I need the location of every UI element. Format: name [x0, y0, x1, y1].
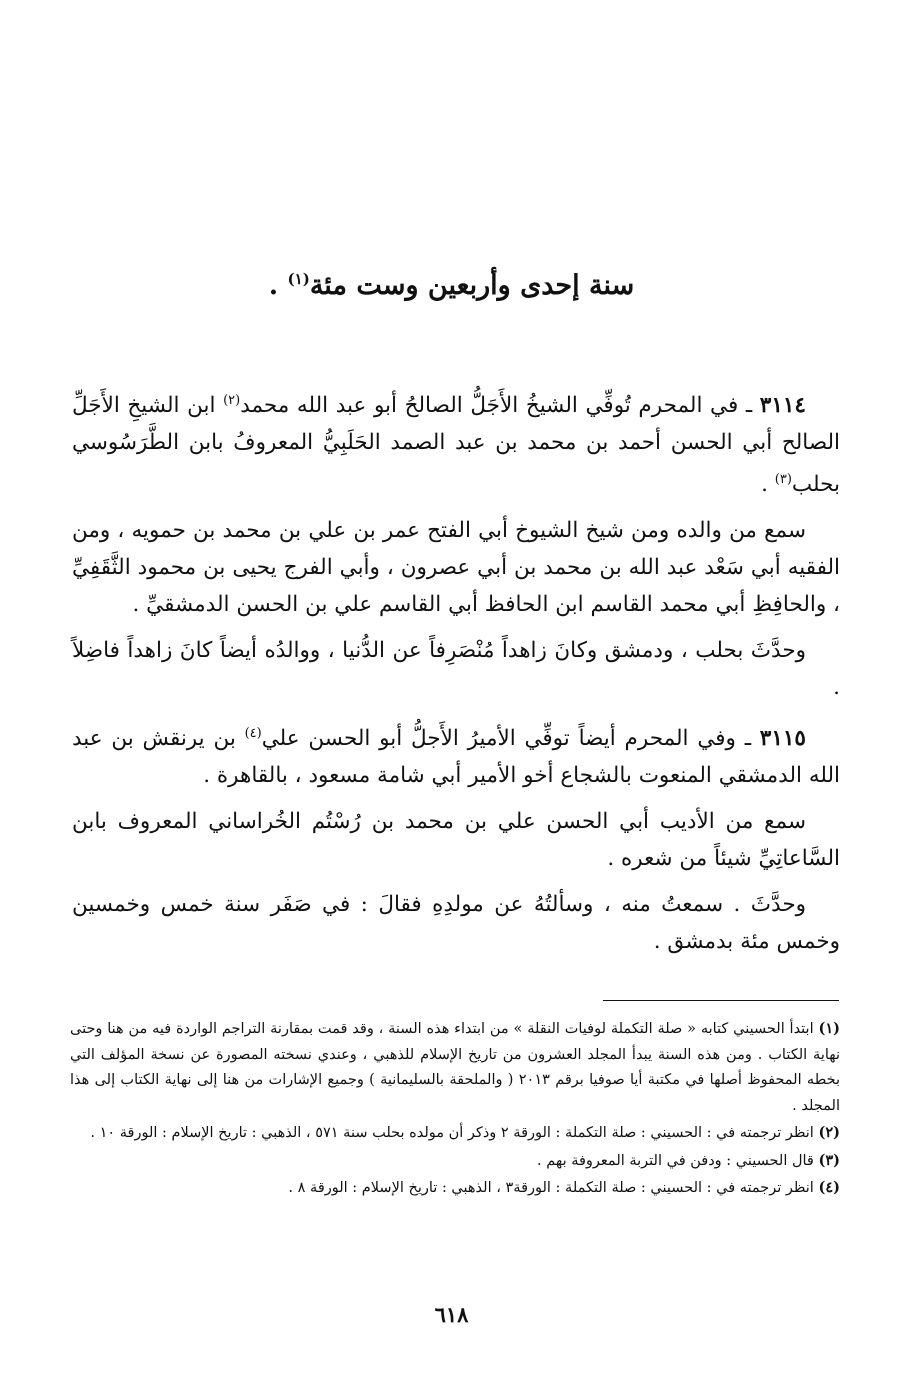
paragraph: وحدَّثَ . سمعتُ منه ، وسألتُهُ عن مولدِهِ فقالَ : في صَفَر سنة خمس وخمسين وخمس مئة بدمشق .	[72, 892, 840, 955]
footnote-number: (٤)	[818, 1179, 840, 1196]
entry-text: ابن الشيخِ الأَجَلِّ الصالح أبي الحسن أحمد بن محمد بن عبد الصمد الحَلَبِيُّ المعروفُ بابن الطَّرَسُوسي بحلب	[72, 393, 840, 498]
entry-3114	[72, 382, 840, 503]
entry-text: ـ في المحرم تُوفِّي الشيخُ الأَجَلُّ الصالحُ أبو عبد الله محمد	[240, 393, 760, 419]
footnote-text: قال الحسيني : ودفن في التربة المعروفة بهم .	[537, 1152, 814, 1169]
entry-3115	[72, 715, 840, 794]
paragraph: سمع من والده ومن شيخ الشيوخ أبي الفتح عمر بن علي بن محمد بن حمويه ، ومن الفقيه أبي سَعْد عبد الله بن محمد بن أبي عصرون ، وأبي الفرج يحيى بن محمود الثَّقَفِيِّ ، والحافِظِ أبي محمد القاسم ابن الحافظ أبي القاسم علي بن الحسن الدمشقيِّ .	[72, 518, 840, 618]
page-number: ٦١٨	[434, 1302, 469, 1327]
entry-number: ٣١١٥	[759, 726, 806, 752]
footnote-ref: (٣)	[774, 472, 792, 488]
entry-text: ـ وفي المحرم أيضاً توفِّي الأميرُ الأَجلُّ أبو الحسن علي	[261, 726, 760, 752]
footnote-ref: (٢)	[223, 393, 241, 408]
paragraph: سمع من الأديب أبي الحسن علي بن محمد بن رُسْتُم الخُراساني المعروف بابن السَّاعاتِيِّ شيئاً من شعره .	[72, 809, 840, 872]
title-tail: .	[268, 270, 288, 301]
main-text	[72, 382, 840, 969]
entry-number: ٣١١٤	[759, 393, 806, 419]
entry-text: بن يرنقش بن عبد الله الدمشقي المنعوت بالشجاع أخو الأمير أبي شامة مسعود ، بالقاهرة .	[72, 726, 840, 789]
footnote	[70, 1016, 840, 1119]
footnote	[70, 1148, 840, 1175]
footnote	[70, 1120, 840, 1147]
footnote-number: (٢)	[818, 1124, 840, 1141]
footnote-divider	[603, 1000, 839, 1001]
footnote-number: (٣)	[818, 1151, 840, 1169]
footnote-ref: (٤)	[244, 726, 262, 742]
section-title	[0, 262, 903, 303]
footnote-number: (١)	[818, 1020, 841, 1037]
title-footnote-ref: (١)	[287, 270, 310, 288]
footnote-text: انظر ترجمته في : الحسيني : صلة التكملة : الورقة٣ ، الذهبي : تاريخ الإسلام : الورقة ٨ .	[288, 1180, 814, 1196]
footnotes	[70, 1016, 840, 1203]
footnote-text: ابتدأ الحسيني كتابه « صلة التكملة لوفيات النقلة » من ابتداء هذه السنة ، وقد قمت بمقارنة التراجم الواردة فيه من هنا وحتى نهاية الكتاب . ومن هذه السنة يبدأ المجلد العشرون من تاريخ الإسلام للذهبي ، وعندي نسخته المصورة عن نسخة المؤلف التي بخطه المحفوظ أصلها في مكتبة أيا صوفيا برقم ٢٠١٣ ( والملحقة بالسليمانية ) وجميع الإشارات من هنا إلى نهاية الكتاب إلى هذا المجلد .	[70, 1021, 840, 1114]
footnote	[70, 1175, 840, 1202]
footnote-text: انظر ترجمته في : الحسيني : صلة التكملة : الورقة ٢ وذكر أن مولده بحلب سنة ٥٧١ ، الذهبي : تاريخ الإسلام : الورقة ١٠ .	[90, 1125, 814, 1141]
paragraph: وحدَّثَ بحلب ، ودمشق وكانَ زاهداً مُنْصَرِفاً عن الدُّنيا ، ووالدُه أيضاً كانَ زاهداً فاضِلاً .	[72, 638, 840, 701]
entry-text: .	[761, 472, 775, 498]
section-title-text: سنة إحدى وأربعين وست مئة	[309, 270, 635, 301]
